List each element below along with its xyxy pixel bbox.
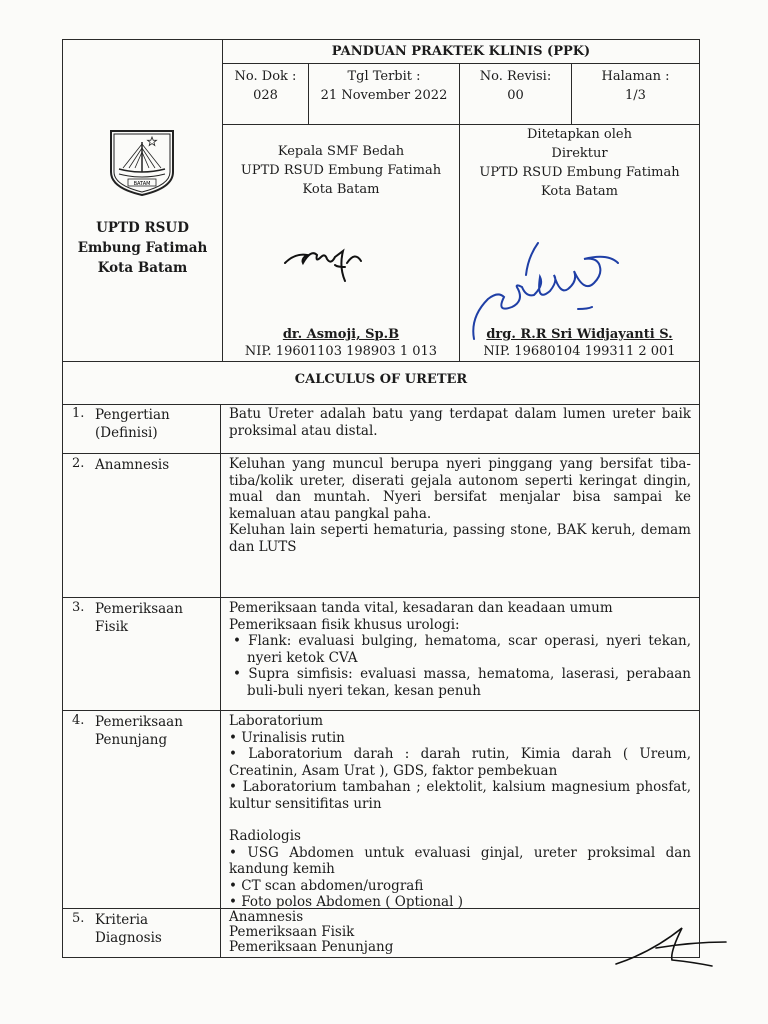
meta-value: 21 November 2022 [320, 88, 448, 103]
document-page [62, 39, 700, 955]
table-row [62, 711, 700, 909]
row-content [221, 404, 700, 454]
meta-page [572, 64, 700, 125]
content-line: Anamnesis [229, 909, 304, 925]
meta-label: Tgl Terbit : [347, 69, 421, 84]
row-label-line: Diagnosis [95, 930, 162, 946]
row-number: 2. [72, 456, 85, 471]
left-signature [281, 237, 391, 287]
sign-line: Kota Batam [302, 182, 380, 197]
institution-line: Embung Fatimah [77, 240, 208, 256]
row-number: 5. [72, 911, 85, 926]
bullet-item: • CT scan abdomen/urografi [229, 877, 424, 894]
paraf-initials [612, 922, 732, 972]
row-number: 4. [72, 713, 85, 728]
left-signature-block [223, 125, 460, 362]
row-label [62, 404, 221, 454]
left-signer-name: dr. Asmoji, Sp.B [282, 327, 400, 342]
table-row [62, 454, 700, 598]
header-table [62, 39, 700, 362]
bullet-item: • Laboratorium darah : darah rutin, Kimia darah ( Ureum, Creatinin, Asam Urat ), GDS, faktor pembekuan [229, 746, 691, 779]
content-line: Pemeriksaan fisik khusus urologi: [229, 616, 460, 633]
row-number: 1. [72, 406, 85, 421]
bullet-item: • Supra simfisis: evaluasi massa, hematoma, laserasi, perabaan buli-buli nyeri tekan, kesan penuh [233, 666, 691, 699]
meta-issue-date [309, 64, 460, 125]
institution-line: UPTD RSUD [96, 220, 189, 236]
row-label-line: Pengertian [95, 407, 170, 423]
row-label [62, 598, 221, 711]
meta-revision [460, 64, 572, 125]
document-title: PANDUAN PRAKTEK KLINIS (PPK) [223, 40, 700, 64]
row-content [221, 598, 700, 711]
bullet-item: • Laboratorium tambahan ; elektolit, kalsium magnesium phosfat, kultur sensitifitas urin [229, 779, 691, 812]
batam-logo [107, 128, 177, 198]
row-label [62, 909, 221, 958]
row-label-line: Anamnesis [95, 457, 170, 473]
section-title: CALCULUS OF URETER [62, 358, 700, 405]
content-line: Radiologis [229, 828, 301, 844]
bullet-item: • USG Abdomen untuk evaluasi ginjal, ureter proksimal dan kandung kemih [229, 844, 691, 877]
content-line: Keluhan lain seperti hematuria, passing stone, BAK keruh, demam dan LUTS [229, 522, 691, 555]
sign-line: Ditetapkan oleh [527, 127, 632, 142]
table-row [62, 598, 700, 711]
meta-value: 1/3 [625, 88, 646, 103]
row-label-line: (Definisi) [95, 425, 158, 441]
meta-label: Halaman : [601, 69, 670, 84]
row-content [221, 454, 700, 598]
sign-line: UPTD RSUD Embung Fatimah [479, 165, 680, 180]
content-line: Batu Ureter adalah batu yang terdapat dalam lumen ureter baik proksimal atau distal. [229, 406, 691, 439]
right-signature-block [460, 125, 700, 362]
logo-text: BATAM [133, 181, 151, 187]
institution-cell [63, 40, 223, 362]
table-row [62, 404, 700, 454]
table-row [62, 909, 700, 958]
row-label-line: Pemeriksaan [95, 601, 183, 617]
content-line: Laboratorium [229, 713, 324, 729]
bullet-item: • Foto polos Abdomen ( Optional ) [229, 894, 463, 910]
row-label-line: Fisik [95, 619, 129, 635]
row-label [62, 454, 221, 598]
meta-value: 028 [253, 88, 278, 103]
sign-line: Direktur [551, 146, 608, 161]
right-signer-nip: NIP. 19680104 199311 2 001 [483, 344, 676, 359]
row-label-line: Pemeriksaan [95, 714, 183, 730]
bullet-item: • Flank: evaluasi bulging, hematoma, scar operasi, nyeri tekan, nyeri ketok CVA [233, 633, 691, 666]
content-line: Keluhan yang muncul berupa nyeri pinggang yang bersifat tiba-tiba/kolik ureter, diserati gejala autonom seperti keringat dingin, mual dan muntah. Nyeri bersifat menjalar bisa sampai ke kemaluan atau pangkal paha. [229, 456, 691, 522]
sign-line: Kota Batam [541, 184, 618, 199]
row-content [221, 711, 700, 909]
content-line: Pemeriksaan Fisik [229, 924, 355, 940]
row-label [62, 711, 221, 909]
content-line: Pemeriksaan Penunjang [229, 939, 394, 955]
right-signer-name: drg. R.R Sri Widjayanti S. [486, 327, 673, 342]
row-number: 3. [72, 600, 85, 615]
meta-label: No. Revisi: [479, 69, 552, 84]
row-label-line: Kriteria [95, 912, 149, 928]
content-line: Pemeriksaan tanda vital, kesadaran dan keadaan umum [229, 600, 613, 616]
left-signer-nip: NIP. 19601103 198903 1 013 [244, 344, 438, 359]
institution-name [63, 218, 222, 278]
meta-value: 00 [507, 88, 524, 103]
meta-label: No. Dok : [234, 69, 297, 84]
sign-line: UPTD RSUD Embung Fatimah [240, 163, 442, 178]
bullet-item: • Urinalisis rutin [229, 729, 345, 746]
row-label-line: Penunjang [95, 732, 168, 748]
institution-line: Kota Batam [97, 260, 188, 276]
meta-doc-number [223, 64, 309, 125]
sign-line: Kepala SMF Bedah [277, 144, 405, 159]
